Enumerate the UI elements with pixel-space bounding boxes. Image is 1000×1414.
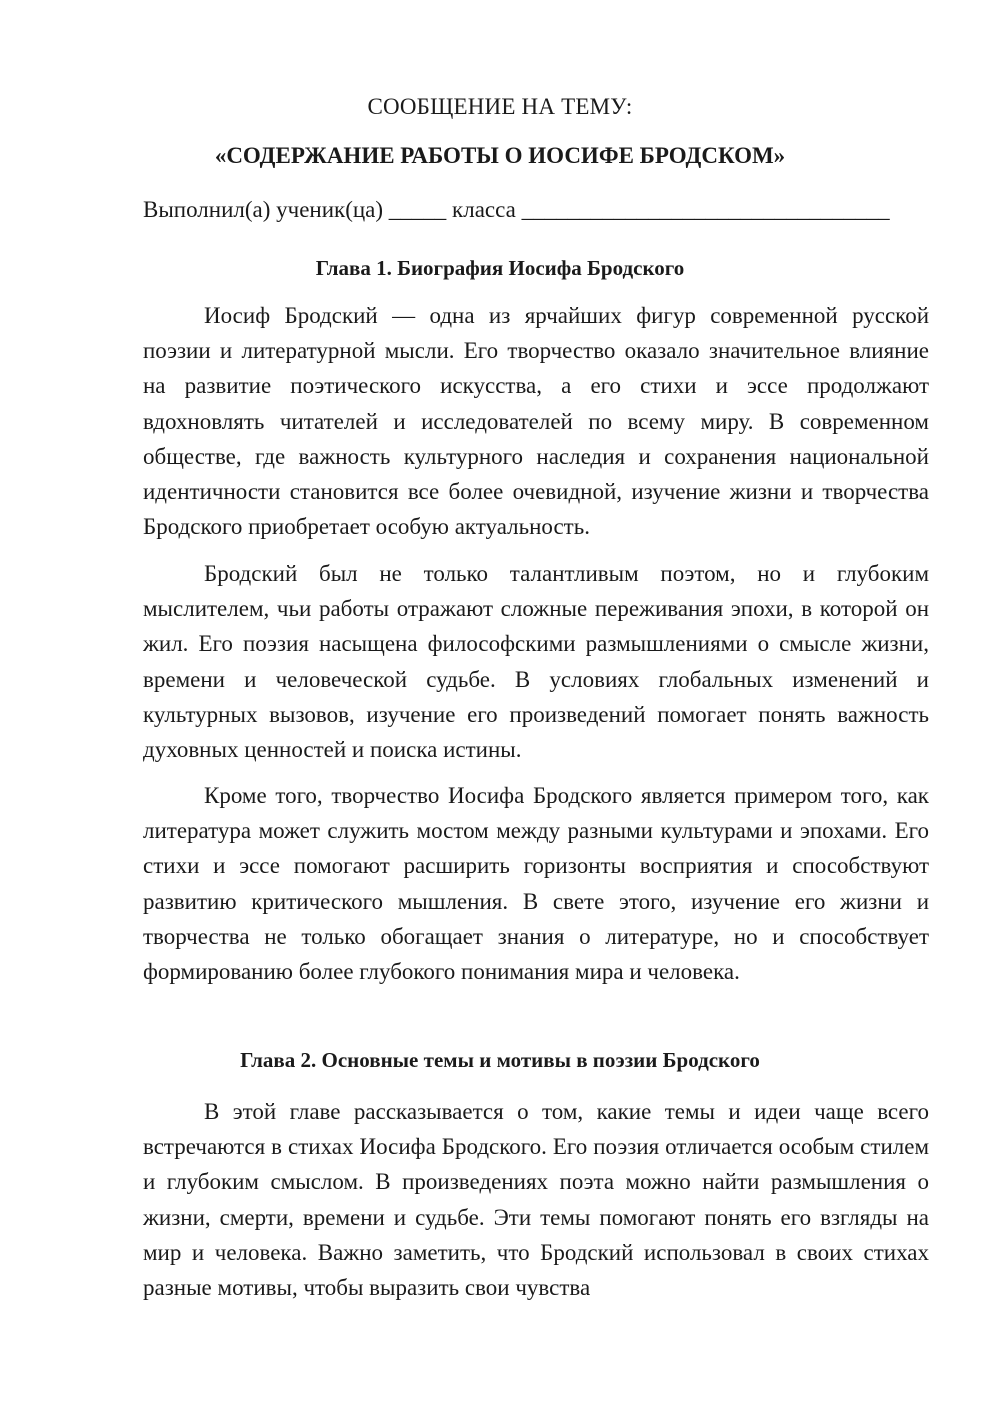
document-title: «СОДЕРЖАНИЕ РАБОТЫ О ИОСИФЕ БРОДСКОМ»	[214, 143, 786, 168]
chapter-1-title: Глава 1. Биография Иосифа Бродского	[315, 256, 685, 280]
student-info-line: Выполнил(а) ученик(ца) _____ класса ________________________________	[143, 197, 890, 222]
chapter-2-paragraph-1: В этой главе рассказывается о том, какие темы и идеи чаще всего встречаются в стихах Иосифа Бродского. Его поэзия отличается особым стилем и глубоким смыслом. В произведениях поэта можно найти размышления о жизни, смерти, времени и судьбе. Эти темы помогают понять его взгляды на мир и человека. Важно заметить, что Бродский использовал в своих стихах разные мотивы, чтобы выразить свои чувства	[143, 1099, 929, 1301]
chapter-1-paragraph-2: Бродский был не только талантливым поэтом, но и глубоким мыслителем, чьи работы отражают сложные переживания эпохи, в которой он жил. Его поэзия насыщена философскими размышлениями о смысле жизни, времени и человеческой судьбе. В условиях глобальных изменений и культурных вызовов, изучение его произведений помогает понять важность духовных ценностей и поиска истины.	[143, 561, 929, 763]
chapter-1-paragraph-3: Кроме того, творчество Иосифа Бродского является примером того, как литература может служить мостом между разными культурами и эпохами. Его стихи и эссе помогают расширить горизонты восприятия и способствуют развитию критического мышления. В свете этого, изучение его жизни и творчества не только обогащает знания о литературе, но и способствует формированию более глубокого понимания мира и человека.	[143, 783, 929, 985]
chapter-2-title: Глава 2. Основные темы и мотивы в поэзии Бродского	[240, 1048, 760, 1072]
document-header-line1: СООБЩЕНИЕ НА ТЕМУ:	[367, 94, 633, 119]
chapter-1-paragraph-1: Иосиф Бродский — одна из ярчайших фигур современной русской поэзии и литературной мысли. Его творчество оказало значительное влияние на развитие поэтического искусства, а его стихи и эссе продолжают вдохновлять читателей и исследователей по всему миру. В современном обществе, где важность культурного наследия и сохранения национальной идентичности становится все более очевидной, изучение жизни и творчества Бродского приобретает особую актуальность.	[143, 303, 929, 540]
